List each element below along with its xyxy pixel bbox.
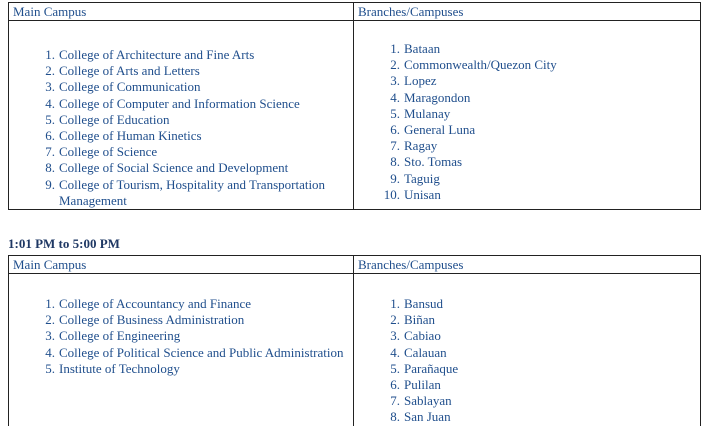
main-campus-list [9, 21, 353, 209]
list-item-text: College of Human Kinetics [59, 128, 202, 144]
list-item [390, 73, 700, 89]
branches-list [354, 21, 700, 203]
list-item [383, 186, 700, 203]
list-item-number: 9. [45, 176, 55, 192]
list-item [390, 409, 700, 425]
list-item-text: Pulilan [404, 377, 441, 393]
list-item-number: 5. [390, 360, 400, 376]
list-item-text: College of Communication [59, 79, 201, 95]
list-item-number: 7. [390, 138, 400, 154]
table-body-row [9, 21, 701, 210]
list-item-text: Parañaque [404, 360, 459, 376]
list-item [45, 95, 353, 112]
list-item-text: Taguig [404, 170, 440, 186]
list-item-text: College of Engineering [59, 328, 181, 344]
list-item-text: College of Tourism, Hospitality and Transportation Management [59, 176, 326, 208]
list-item [390, 377, 700, 393]
list-item [45, 344, 353, 361]
list-item-text: Calauan [404, 344, 447, 360]
list-item-number: 2. [390, 312, 400, 328]
list-item-number: 8. [45, 160, 55, 176]
main-campus-cell [9, 274, 354, 426]
list-item [390, 312, 700, 328]
list-item-text: College of Social Science and Development [59, 160, 289, 176]
list-item [45, 128, 353, 144]
branches-list [354, 274, 700, 426]
list-item [390, 170, 700, 187]
list-item-text: College of Business Administration [59, 312, 245, 328]
list-item [390, 89, 700, 106]
list-item-text: College of Accountancy and Finance [59, 296, 252, 311]
list-item [390, 57, 700, 73]
list-item-number: 3. [45, 79, 55, 95]
list-item-text: Sto. Tomas [404, 154, 463, 170]
list-item-number: 6. [390, 122, 400, 138]
list-item [390, 328, 700, 344]
branches-cell [354, 274, 701, 426]
list-item-number: 2. [45, 312, 55, 328]
list-item [45, 312, 353, 328]
list-item-text: College of Computer and Information Science [59, 95, 300, 111]
list-item [45, 160, 353, 176]
list-item-text: Institute of Technology [59, 360, 180, 376]
branches-header: Branches/Campuses [354, 256, 701, 274]
list-item-number: 4. [390, 89, 400, 105]
list-item-text: Lopez [404, 73, 437, 89]
main-campus-list [9, 274, 353, 377]
list-item-number: 5. [45, 111, 55, 127]
list-item-number: 2. [390, 57, 400, 73]
list-item [390, 41, 700, 57]
list-item-text: Mulanay [404, 105, 451, 121]
list-item [390, 122, 700, 138]
list-item [45, 360, 353, 377]
list-item-number: 3. [45, 328, 55, 344]
list-item-number: 10. [383, 186, 400, 202]
list-item [45, 63, 353, 79]
main-campus-header: Main Campus [9, 3, 354, 21]
list-item-number: 4. [45, 95, 55, 111]
time-slot-label: 1:01 PM to 5:00 PM [8, 236, 120, 251]
list-item [45, 176, 353, 209]
list-item-text: Biñan [404, 312, 436, 328]
main-campus-header: Main Campus [9, 256, 354, 274]
branches-header: Branches/Campuses [354, 3, 701, 21]
list-item-number: 7. [45, 144, 55, 160]
list-item [390, 154, 700, 170]
table-header-row [9, 256, 701, 274]
list-item-number: 4. [45, 344, 55, 360]
list-item-number: 6. [45, 128, 55, 144]
list-item-text: College of Science [59, 144, 158, 160]
list-item-number: 4. [390, 344, 400, 360]
list-item-text: College of Education [59, 111, 170, 127]
list-item-text: Maragondon [404, 89, 471, 105]
list-item [390, 393, 700, 409]
list-item-number: 2. [45, 63, 55, 79]
list-item-text: Commonwealth/Quezon City [404, 57, 557, 73]
list-item-text: College of Political Science and Public Administration [59, 344, 344, 360]
list-item [45, 296, 353, 312]
list-item-number: 9. [390, 170, 400, 186]
list-item [390, 105, 700, 122]
list-item-number: 3. [390, 328, 400, 344]
schedule-table-morning [8, 2, 701, 210]
list-item-number: 1. [45, 296, 55, 311]
list-item-text: College of Architecture and Fine Arts [59, 47, 255, 62]
list-item-number: 6. [390, 377, 400, 393]
list-item-text: San Juan [404, 409, 451, 425]
schedule-table-afternoon [8, 255, 701, 426]
list-item-number: 7. [390, 393, 400, 409]
list-item-text: Unisan [404, 186, 441, 202]
list-item-text: Sablayan [404, 393, 452, 409]
list-item-text: Bataan [404, 41, 441, 56]
list-item-text: Ragay [404, 138, 438, 154]
table-header-row [9, 3, 701, 21]
main-campus-cell [9, 21, 354, 210]
list-item [45, 144, 353, 160]
list-item-text: College of Arts and Letters [59, 63, 200, 79]
list-item [45, 111, 353, 128]
list-item [390, 344, 700, 361]
list-item-number: 3. [390, 73, 400, 89]
list-item-number: 1. [390, 41, 400, 56]
list-item [45, 47, 353, 63]
list-item [45, 328, 353, 344]
branches-cell [354, 21, 701, 210]
list-item-number: 5. [45, 360, 55, 376]
list-item-number: 5. [390, 105, 400, 121]
list-item [390, 360, 700, 377]
list-item-number: 1. [45, 47, 55, 62]
list-item [390, 296, 700, 312]
list-item-number: 1. [390, 296, 400, 311]
list-item-number: 8. [390, 154, 400, 170]
list-item-number: 8. [390, 409, 400, 425]
list-item-text: General Luna [404, 122, 476, 138]
list-item-text: Cabiao [404, 328, 441, 344]
list-item [390, 138, 700, 154]
table-body-row [9, 274, 701, 426]
list-item-text: Bansud [404, 296, 443, 311]
list-item [45, 79, 353, 95]
